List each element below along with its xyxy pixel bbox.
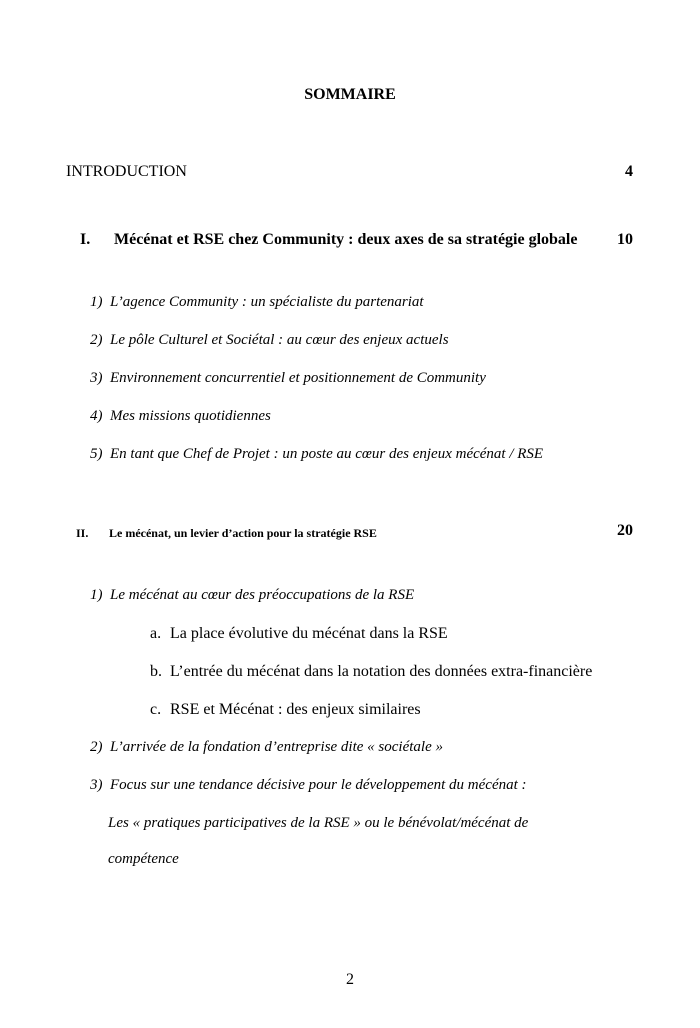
subitem-text: RSE et Mécénat : des enjeux similaires — [170, 701, 421, 718]
section2-item-continuation: Les « pratiques participatives de la RSE » ou le bénévolat/mécénat de — [108, 815, 529, 831]
section1-item — [90, 294, 424, 311]
section2-page: 20 — [617, 522, 633, 539]
subitem-text: La place évolutive du mécénat dans la RSE — [170, 625, 448, 642]
item-text: Le pôle Culturel et Sociétal : au cœur des enjeux actuels — [110, 332, 449, 348]
toc-introduction-page: 4 — [625, 163, 633, 180]
section2-subitem — [150, 663, 592, 681]
item-text: Le mécénat au cœur des préoccupations de la RSE — [110, 587, 415, 603]
section1-item — [90, 446, 543, 463]
item-marker: 2) — [90, 332, 103, 348]
page-number: 2 — [346, 971, 354, 988]
page-title: SOMMAIRE — [304, 86, 396, 103]
section2-title: Le mécénat, un levier d’action pour la stratégie RSE — [109, 526, 377, 540]
section2-subitem — [150, 625, 448, 643]
section2-subitem — [150, 701, 421, 719]
item-text: En tant que Chef de Projet : un poste au cœur des enjeux mécénat / RSE — [110, 446, 544, 462]
section1-item — [90, 370, 486, 387]
section1-item — [90, 408, 271, 425]
item-text: Focus sur une tendance décisive pour le développement du mécénat : — [110, 777, 527, 793]
subitem-marker: b. — [150, 663, 162, 680]
item-marker: 1) — [90, 294, 103, 310]
section1-item — [90, 332, 449, 349]
item-marker: 2) — [90, 739, 103, 755]
item-text: L’arrivée de la fondation d’entreprise dite « sociétale » — [110, 739, 443, 755]
item-marker: 4) — [90, 408, 103, 424]
item-text: L’agence Community : un spécialiste du partenariat — [110, 294, 424, 310]
section1-page: 10 — [617, 231, 633, 248]
subitem-text: L’entrée du mécénat dans la notation des données extra-financière — [170, 663, 593, 680]
item-marker: 3) — [90, 370, 103, 386]
subitem-marker: a. — [150, 625, 162, 642]
section2-item-continuation: compétence — [108, 851, 179, 867]
item-text: Mes missions quotidiennes — [110, 408, 271, 424]
item-marker: 3) — [90, 777, 103, 793]
section2-item — [90, 739, 443, 756]
section2-number: II. — [76, 526, 89, 540]
item-marker: 1) — [90, 587, 103, 603]
section2-item — [90, 587, 414, 604]
item-text: Environnement concurrentiel et positionnement de Community — [110, 370, 486, 386]
section1-title: Mécénat et RSE chez Community : deux axes de sa stratégie globale — [114, 231, 578, 248]
subitem-marker: c. — [150, 701, 162, 718]
section2-item — [90, 777, 527, 794]
section1-number: I. — [80, 231, 91, 248]
item-marker: 5) — [90, 446, 103, 462]
toc-introduction-label: INTRODUCTION — [66, 163, 187, 180]
